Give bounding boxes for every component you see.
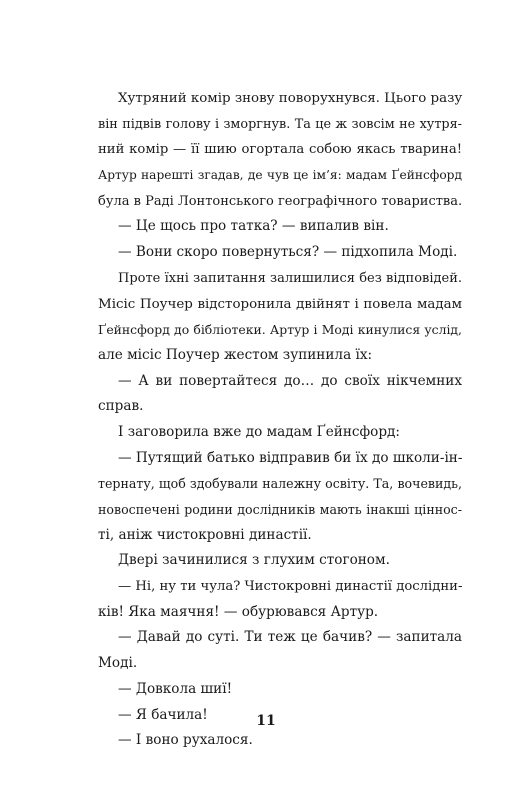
text-line: — Давай до суті. Ти теж це бачив? — запитала bbox=[118, 629, 462, 646]
text-line: — Путящий батько відправив би їх до школи-ін- bbox=[118, 449, 463, 466]
text-line: Моді. bbox=[98, 655, 138, 672]
body-text bbox=[98, 86, 462, 754]
text-line: — Я бачила! bbox=[118, 706, 208, 723]
text-line: була в Раді Лонтонського географічного товариства. bbox=[98, 193, 463, 209]
text-line: — А ви повертайтеся до… до своїх нікчемних bbox=[118, 372, 462, 389]
text-line: — Це щось про татка? — випалив він. bbox=[118, 218, 389, 235]
text-line: Хутряний комір знову поворухнувся. Цього разу bbox=[118, 91, 463, 106]
text-line: ті, аніж чистокровні династії. bbox=[98, 526, 312, 543]
text-line: але місіс Поучер жестом зупинила їх: bbox=[98, 346, 373, 363]
text-line: — Довкола шиї! bbox=[118, 680, 233, 697]
text-line: — Ні, ну ти чула? Чистокровні династії дослідни- bbox=[118, 579, 463, 595]
text-line: ків! Яка маячня! — обурювався Артур. bbox=[98, 603, 379, 620]
text-line: Артур нарешті згадав, де чув це ім’я: мадам Ґейнсфорд bbox=[98, 168, 462, 183]
text-line: — Вони скоро повернуться? — підхопила Моді. bbox=[118, 244, 458, 261]
text-line: — І воно рухалося. bbox=[118, 732, 253, 749]
text-line: справ. bbox=[98, 398, 144, 415]
text-line: Проте їхні запитання залишилися без відповідей. bbox=[118, 270, 462, 286]
text-line: Місіс Поучер відсторонила двійнят і повела мадам bbox=[98, 296, 462, 312]
text-line: тернату, щоб здобували належну освіту. Та, вочевидь, bbox=[98, 476, 462, 492]
text-line: ний комір — її шию огортала собою якась тварина! bbox=[98, 142, 462, 158]
text-line: І заговорила вже до мадам Ґейнсфорд: bbox=[118, 423, 401, 440]
text-line: Двері зачинилися з глухим стогоном. bbox=[118, 552, 390, 569]
text-line: він підвів голову і зморгнув. Та це ж зовсім не хутря- bbox=[98, 116, 462, 132]
text-line: Ґейнсфорд до бібліотеки. Артур і Моді кинулися услід, bbox=[98, 322, 462, 338]
text-line: новоспечені родини дослідників мають інакші ціннос- bbox=[98, 502, 462, 517]
page-number: 11 bbox=[256, 713, 276, 729]
